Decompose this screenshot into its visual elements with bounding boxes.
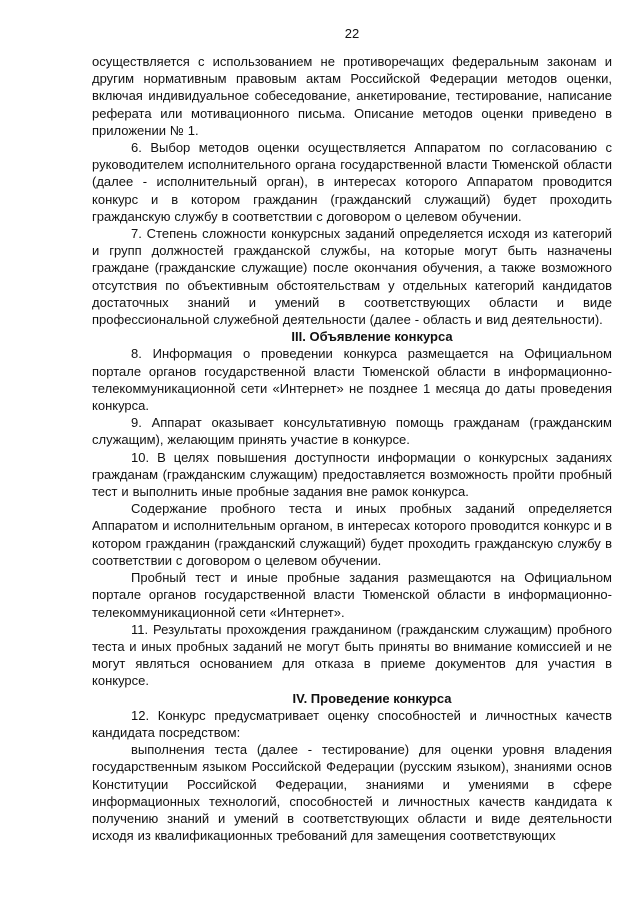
- paragraph: 6. Выбор методов оценки осуществляется Аппаратом по согласованию с руководителем исполнительного органа государственной власти Тюменской области (далее - исполнительный орган), в интересах которого Аппаратом проводится конкурс и в котором гражданин (гражданский служащий) будет проходить гражданскую службу в соответствии с договором о целевом обучении.: [92, 140, 612, 224]
- paragraph: Содержание пробного теста и иных пробных заданий определяется Аппаратом и исполнительным органом, в интересах которого проводится конкурс и в котором гражданин (гражданский служащий) будет проходить гражданскую службу в соответствии с договором о целевом обучении.: [92, 501, 612, 568]
- paragraph: 10. В целях повышения доступности информации о конкурсных заданиях гражданам (гражданским служащим) предоставляется возможность пройти пробный тест и выполнить иные пробные задания вне рамок конкурса.: [92, 449, 612, 500]
- document-page: [92, 26, 612, 844]
- page-number: 22: [344, 26, 360, 41]
- section-heading: III. Объявление конкурса: [291, 329, 453, 345]
- paragraph: осуществляется с использованием не противоречащих федеральным законам и другим нормативным правовым актам Российской Федерации методов оценки, включая индивидуальное собеседование, анкетирование, тестирование, написание реферата или мотивационного письма. Описание методов оценки приведено в приложении № 1.: [92, 54, 612, 138]
- paragraph: 8. Информация о проведении конкурса размещается на Официальном портале органов государственной власти Тюменской области в информационно-телекоммуникационной сети «Интернет» не позднее 1 месяца до даты проведения конкурса.: [92, 346, 612, 414]
- paragraph: 7. Степень сложности конкурсных заданий определяется исходя из категорий и групп должностей гражданской службы, на которые могут быть назначены граждане (гражданские служащие) после окончания обучения, а также возможного отсутствия по объективным обстоятельствам у отдельных категорий кандидатов достаточных знаний и умений в соответствующих области и виде профессиональной служебной деятельности (далее - область и вид деятельности).: [92, 226, 612, 328]
- document-body: [92, 53, 612, 844]
- paragraph: 11. Результаты прохождения гражданином (гражданским служащим) пробного теста и иных пробных заданий не могут быть приняты во внимание комиссией и не могут являться основанием для отказа в приеме документов для участия в конкурсе.: [92, 621, 612, 689]
- paragraph: выполнения теста (далее - тестирование) для оценки уровня владения государственным языком Российской Федерации (русским языком), знаниями основ Конституции Российской Федерации, знаниями и умениями в сфере информационных технологий, способностей и личностных качеств кандидата к получению знаний и умений в соответствующих области и виде деятельности исходя из квалификационных требований для замещения соответствующих: [92, 742, 612, 844]
- paragraph: Пробный тест и иные пробные задания размещаются на Официальном портале органов государственной власти Тюменской области в информационно-телекоммуникационной сети «Интернет».: [92, 570, 612, 620]
- paragraph: 9. Аппарат оказывает консультативную помощь гражданам (гражданским служащим), желающим принять участие в конкурсе.: [92, 415, 612, 448]
- section-heading: IV. Проведение конкурса: [292, 690, 452, 706]
- paragraph: 12. Конкурс предусматривает оценку способностей и личностных качеств кандидата посредством:: [92, 707, 612, 740]
